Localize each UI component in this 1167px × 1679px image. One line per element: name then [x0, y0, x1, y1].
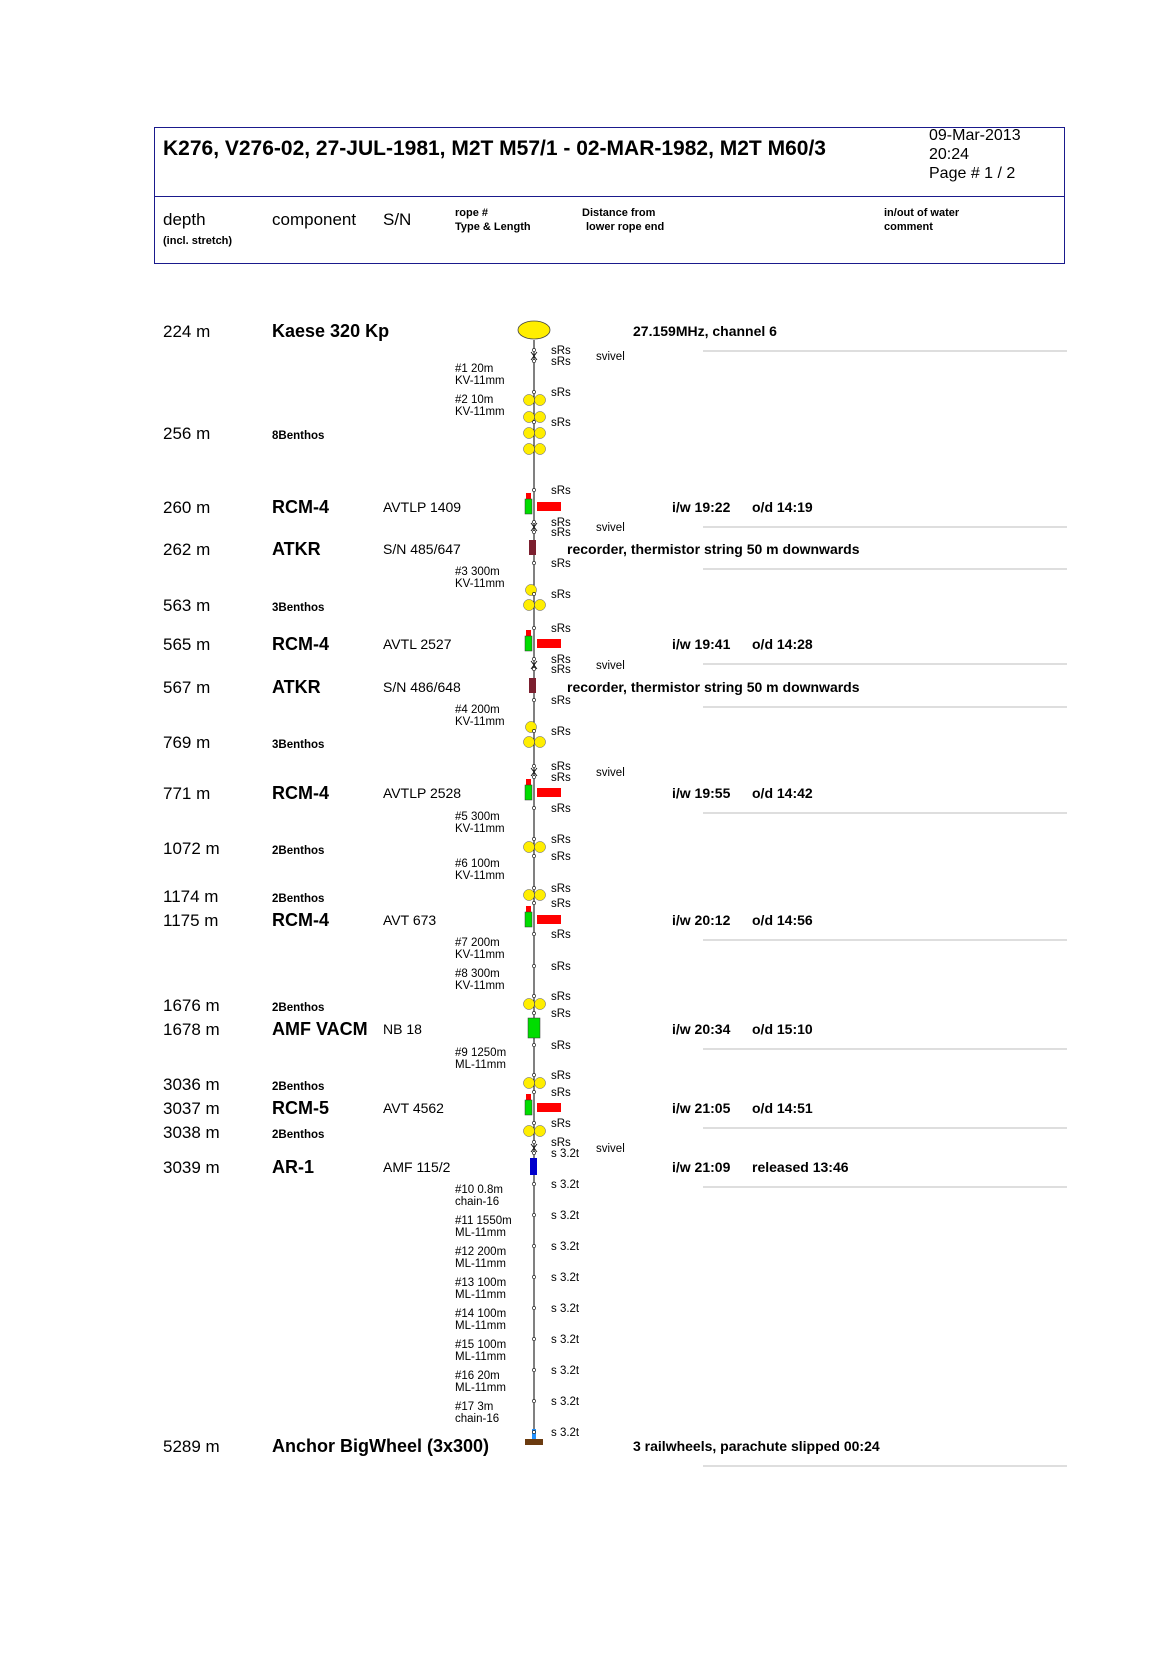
rope-number: #1 20m: [455, 363, 494, 375]
rcm-top-icon: [526, 906, 531, 912]
benthos-float: [524, 1126, 535, 1137]
shackle-icon: [532, 561, 535, 564]
benthos-float: [535, 1126, 546, 1137]
component-comment: recorder, thermistor string 50 m downwards: [567, 679, 860, 695]
rope-type: KV-11mm: [455, 823, 505, 835]
benthos-float: [535, 412, 546, 423]
out-of-water-time: o/d 14:28: [752, 636, 813, 652]
shackle-icon: [532, 1368, 535, 1371]
component-depth: 771 m: [163, 784, 211, 803]
shackle-label: sRs: [551, 695, 571, 707]
col-sn: S/N: [383, 210, 412, 229]
shackle-icon: [532, 390, 535, 393]
rope-type: ML-11mm: [455, 1227, 506, 1239]
benthos-float: [535, 999, 546, 1010]
atkr-recorder-icon: [529, 540, 536, 555]
rope-number: #6 100m: [455, 858, 500, 870]
component-depth: 1174 m: [163, 887, 219, 906]
shackle-label: sRs: [551, 1070, 571, 1082]
component-name: AR-1: [272, 1157, 315, 1177]
shackle-label: sRs: [551, 356, 571, 368]
print-date: 09-Mar-2013: [929, 127, 1021, 144]
rope-number: #8 300m: [455, 968, 500, 980]
shackle-label: sRs: [551, 517, 571, 529]
col-component: component: [272, 210, 357, 229]
component-depth: 260 m: [163, 498, 211, 517]
component-name: AMF VACM: [272, 1019, 368, 1039]
shackle-icon: [532, 886, 535, 889]
shackle-icon: [532, 1399, 535, 1402]
shackle-icon: [532, 530, 535, 533]
shackle-icon: [532, 1140, 535, 1143]
rope-number: #17 3m: [455, 1401, 494, 1413]
shackle-icon: [532, 359, 535, 362]
rope-type: ML-11mm: [455, 1320, 506, 1332]
component-serial: AVTLP 1409: [383, 499, 462, 515]
rope-number: #2 10m: [455, 394, 494, 406]
component-serial: S/N 486/648: [383, 679, 461, 695]
benthos-float: [524, 600, 535, 611]
benthos-float: [535, 395, 546, 406]
benthos-float: [524, 890, 535, 901]
shackle-label: sRs: [551, 589, 571, 601]
component-comment: 3 railwheels, parachute slipped 00:24: [633, 1438, 880, 1454]
rcm-housing-icon: [525, 499, 532, 514]
shackle-label: s 3.2t: [551, 1210, 580, 1222]
shackle-label: sRs: [551, 803, 571, 815]
rope-type: chain-16: [455, 1196, 500, 1208]
vacm-icon: [528, 1018, 540, 1038]
swivel-label: svivel: [596, 767, 625, 779]
component-depth: 1175 m: [163, 911, 219, 930]
in-water-time: i/w 19:41: [672, 636, 731, 652]
rope-number: #4 200m: [455, 704, 500, 716]
component-name: 2Benthos: [272, 845, 325, 857]
benthos-float: [535, 444, 546, 455]
col-inout-1: in/out of water: [884, 207, 960, 219]
shackle-icon: [532, 1275, 535, 1278]
shackle-icon: [532, 932, 535, 935]
component-comment: 27.159MHz, channel 6: [633, 323, 777, 339]
rcm-vane-icon: [537, 788, 561, 797]
component-name: RCM-5: [272, 1098, 329, 1118]
out-of-water-time: o/d 14:51: [752, 1100, 813, 1116]
shackle-label: sRs: [551, 883, 571, 895]
shackle-icon: [532, 806, 535, 809]
shackle-label: sRs: [551, 1137, 571, 1149]
out-of-water-time: o/d 14:42: [752, 785, 813, 801]
component-depth: 5289 m: [163, 1437, 220, 1456]
shackle-label: s 3.2t: [551, 1334, 580, 1346]
rope-number: #5 300m: [455, 811, 500, 823]
benthos-float: [524, 1078, 535, 1089]
col-depth: depth: [163, 210, 206, 229]
rcm-top-icon: [526, 1094, 531, 1100]
rope-type: KV-11mm: [455, 578, 505, 590]
shackle-label: s 3.2t: [551, 1427, 580, 1439]
shackle-icon: [532, 520, 535, 523]
atkr-recorder-icon: [529, 678, 536, 693]
component-name: 2Benthos: [272, 1081, 325, 1093]
out-of-water-time: released 13:46: [752, 1159, 849, 1175]
rcm-housing-icon: [525, 1100, 532, 1115]
rope-type: KV-11mm: [455, 980, 505, 992]
in-water-time: i/w 21:05: [672, 1100, 731, 1116]
shackle-label: s 3.2t: [551, 1303, 580, 1315]
component-serial: AMF 115/2: [383, 1159, 451, 1175]
col-rope-2: Type & Length: [455, 221, 531, 233]
shackle-icon: [532, 729, 535, 732]
shackle-label: s 3.2t: [551, 1272, 580, 1284]
shackle-label: sRs: [551, 1040, 571, 1052]
shackle-icon: [532, 775, 535, 778]
shackle-icon: [532, 1151, 535, 1154]
rope-number: #3 300m: [455, 566, 500, 578]
component-depth: 563 m: [163, 596, 211, 615]
rope-type: chain-16: [455, 1413, 500, 1425]
in-water-time: i/w 20:34: [672, 1021, 731, 1037]
rcm-top-icon: [526, 630, 531, 636]
in-water-time: i/w 19:55: [672, 785, 731, 801]
shackle-icon: [532, 1430, 535, 1433]
shackle-icon: [532, 698, 535, 701]
shackle-label: sRs: [551, 387, 571, 399]
rope-number: #9 1250m: [455, 1047, 507, 1059]
component-name: 3Benthos: [272, 602, 325, 614]
col-distance-2: lower rope end: [586, 221, 665, 233]
rcm-housing-icon: [525, 636, 532, 651]
rope-type: ML-11mm: [455, 1258, 506, 1270]
rope-type: KV-11mm: [455, 870, 505, 882]
shackle-label: sRs: [551, 961, 571, 973]
shackle-icon: [532, 348, 535, 351]
shackle-label: s 3.2t: [551, 1365, 580, 1377]
acoustic-release-icon: [530, 1158, 537, 1175]
shackle-label: sRs: [551, 851, 571, 863]
component-name: Kaese 320 Kp: [272, 321, 390, 341]
shackle-label: sRs: [551, 1087, 571, 1099]
component-depth: 256 m: [163, 424, 211, 443]
rope-type: KV-11mm: [455, 375, 505, 387]
out-of-water-time: o/d 15:10: [752, 1021, 813, 1037]
benthos-float: [535, 600, 546, 611]
rope-number: #10 0.8m: [455, 1184, 503, 1196]
shackle-icon: [532, 964, 535, 967]
component-depth: 3036 m: [163, 1075, 220, 1094]
component-depth: 1676 m: [163, 996, 220, 1015]
benthos-float: [535, 737, 546, 748]
component-serial: AVT 4562: [383, 1100, 444, 1116]
benthos-float: [535, 428, 546, 439]
benthos-float: [535, 890, 546, 901]
component-name: Anchor BigWheel (3x300): [272, 1436, 490, 1456]
page-number: Page # 1 / 2: [929, 165, 1016, 182]
component-name: 2Benthos: [272, 1129, 325, 1141]
shackle-icon: [532, 994, 535, 997]
shackle-icon: [532, 667, 535, 670]
in-water-time: i/w 19:22: [672, 499, 731, 515]
shackle-label: sRs: [551, 623, 571, 635]
component-serial: AVT 673: [383, 912, 437, 928]
rcm-housing-icon: [525, 785, 532, 800]
shackle-label: sRs: [551, 558, 571, 570]
rope-number: #12 200m: [455, 1246, 507, 1258]
rope-number: #15 100m: [455, 1339, 507, 1351]
rope-type: ML-11mm: [455, 1059, 506, 1071]
component-depth: 3037 m: [163, 1099, 220, 1118]
component-name: ATKR: [272, 677, 321, 697]
shackle-label: sRs: [551, 1008, 571, 1020]
component-name: 3Benthos: [272, 739, 325, 751]
shackle-icon: [532, 1306, 535, 1309]
shackle-label: sRs: [551, 1118, 571, 1130]
component-depth: 3038 m: [163, 1123, 220, 1142]
shackle-label: sRs: [551, 834, 571, 846]
rcm-vane-icon: [537, 502, 561, 511]
component-serial: AVTL 2527: [383, 636, 452, 652]
component-comment: recorder, thermistor string 50 m downwards: [567, 541, 860, 557]
col-depth-sub: (incl. stretch): [163, 235, 233, 247]
shackle-label: sRs: [551, 485, 571, 497]
shackle-label: s 3.2t: [551, 1241, 580, 1253]
benthos-float: [524, 842, 535, 853]
benthos-float: [524, 395, 535, 406]
benthos-float: [535, 1078, 546, 1089]
shackle-label: sRs: [551, 991, 571, 1003]
component-name: 2Benthos: [272, 1002, 325, 1014]
component-name: RCM-4: [272, 634, 329, 654]
shackle-icon: [532, 626, 535, 629]
shackle-label: s 3.2t: [551, 1179, 580, 1191]
col-rope-1: rope #: [455, 207, 489, 219]
rcm-vane-icon: [537, 915, 561, 924]
component-serial: S/N 485/647: [383, 541, 461, 557]
shackle-label: sRs: [551, 726, 571, 738]
component-name: ATKR: [272, 539, 321, 559]
rcm-top-icon: [526, 779, 531, 785]
rope-type: ML-11mm: [455, 1351, 506, 1363]
in-water-time: i/w 21:09: [672, 1159, 731, 1175]
shackle-label: sRs: [551, 664, 571, 676]
shackle-label: sRs: [551, 345, 571, 357]
component-name: 2Benthos: [272, 893, 325, 905]
benthos-float: [524, 999, 535, 1010]
component-depth: 3039 m: [163, 1158, 220, 1177]
out-of-water-time: o/d 14:56: [752, 912, 813, 928]
shackle-label: sRs: [551, 761, 571, 773]
shackle-icon: [532, 1011, 535, 1014]
shackle-icon: [532, 1090, 535, 1093]
shackle-label: sRs: [551, 772, 571, 784]
shackle-icon: [532, 1073, 535, 1076]
out-of-water-time: o/d 14:19: [752, 499, 813, 515]
swivel-label: svivel: [596, 660, 625, 672]
shackle-label: sRs: [551, 654, 571, 666]
component-name: RCM-4: [272, 783, 329, 803]
print-time: 20:24: [929, 146, 970, 163]
component-depth: 262 m: [163, 540, 211, 559]
surface-buoy-icon: [518, 321, 550, 339]
rope-number: #7 200m: [455, 937, 500, 949]
shackle-icon: [532, 1043, 535, 1046]
col-inout-2: comment: [884, 221, 933, 233]
rope-type: KV-11mm: [455, 716, 505, 728]
benthos-float: [524, 737, 535, 748]
component-serial: AVTLP 2528: [383, 785, 462, 801]
shackle-icon: [532, 1244, 535, 1247]
shackle-icon: [532, 657, 535, 660]
rope-type: KV-11mm: [455, 406, 505, 418]
swivel-label: svivel: [596, 522, 625, 534]
component-depth: 1072 m: [163, 839, 220, 858]
benthos-float: [524, 444, 535, 455]
component-serial: NB 18: [383, 1021, 422, 1037]
shackle-icon: [532, 420, 535, 423]
anchor-icon: [525, 1439, 543, 1445]
rope-number: #13 100m: [455, 1277, 507, 1289]
shackle-icon: [532, 854, 535, 857]
swivel-label: svivel: [596, 1143, 625, 1155]
component-name: RCM-4: [272, 910, 329, 930]
page-title: K276, V276-02, 27-JUL-1981, M2T M57/1 - 02-MAR-1982, M2T M60/3: [163, 137, 826, 160]
rope-type: KV-11mm: [455, 949, 505, 961]
rope-type: ML-11mm: [455, 1289, 506, 1301]
shackle-icon: [532, 1337, 535, 1340]
rcm-top-icon: [526, 493, 531, 499]
shackle-label: s 3.2t: [551, 1148, 580, 1160]
component-depth: 565 m: [163, 635, 211, 654]
component-depth: 1678 m: [163, 1020, 220, 1039]
shackle-icon: [532, 592, 535, 595]
col-distance-1: Distance from: [582, 207, 656, 219]
rcm-vane-icon: [537, 1103, 561, 1112]
shackle-icon: [532, 837, 535, 840]
in-water-time: i/w 20:12: [672, 912, 731, 928]
rope-type: ML-11mm: [455, 1382, 506, 1394]
rope-number: #16 20m: [455, 1370, 500, 1382]
component-depth: 567 m: [163, 678, 211, 697]
shackle-label: sRs: [551, 417, 571, 429]
shackle-icon: [532, 901, 535, 904]
shackle-icon: [532, 1213, 535, 1216]
benthos-float: [524, 428, 535, 439]
component-name: RCM-4: [272, 497, 329, 517]
shackle-icon: [532, 764, 535, 767]
rope-number: #11 1550m: [455, 1215, 512, 1227]
rcm-housing-icon: [525, 912, 532, 927]
component-depth: 769 m: [163, 733, 211, 752]
shackle-icon: [532, 488, 535, 491]
shackle-label: sRs: [551, 527, 571, 539]
shackle-icon: [532, 1121, 535, 1124]
shackle-label: sRs: [551, 929, 571, 941]
rope-number: #14 100m: [455, 1308, 507, 1320]
swivel-label: svivel: [596, 351, 625, 363]
benthos-float: [535, 842, 546, 853]
shackle-icon: [532, 1182, 535, 1185]
component-depth: 224 m: [163, 322, 211, 341]
rcm-vane-icon: [537, 639, 561, 648]
component-name: 8Benthos: [272, 430, 325, 442]
shackle-label: sRs: [551, 898, 571, 910]
shackle-label: s 3.2t: [551, 1396, 580, 1408]
